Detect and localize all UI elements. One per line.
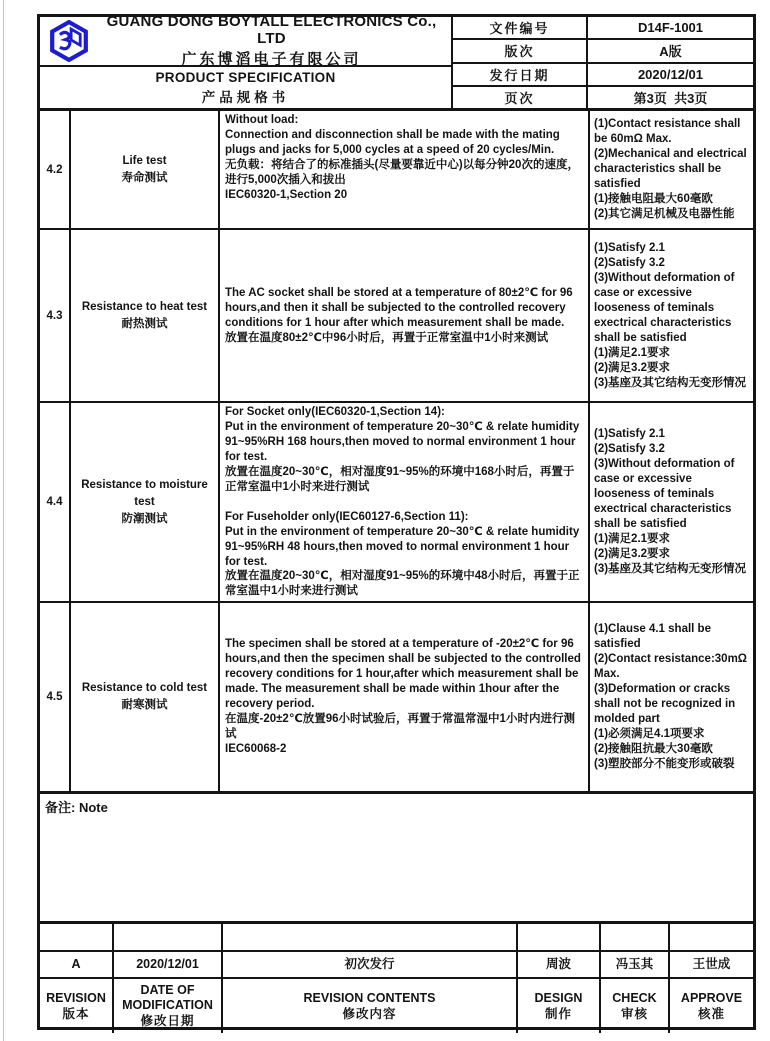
text-line: (1)满足2.1要求 — [594, 533, 671, 545]
revision-cell-revision — [40, 924, 112, 950]
test-name-cn: 防潮测试 — [121, 512, 168, 525]
text-line: (1)满足2.1要求 — [594, 346, 671, 359]
test-name-en: Resistance to moisture test — [81, 478, 208, 508]
revision-header-en: CHECK — [612, 990, 657, 1005]
text-line: (2)Satisfy 3.2 — [594, 443, 665, 455]
revision-cell-check — [599, 924, 668, 950]
spec-document — [37, 14, 756, 1030]
text-line: Put in the environment of temperature 20~30℃ & relate humidity 91~95%RH 48 hours,then moved to normal environment 1 hour for test. — [225, 525, 580, 568]
spec-requirements — [588, 111, 753, 228]
revision-header-cn: 修改日期 — [140, 1014, 195, 1028]
spec-row-number: 4.4 — [46, 496, 63, 508]
text-line: (1)Satisfy 2.1 — [594, 241, 665, 254]
page-number-label: 页次 — [453, 87, 588, 108]
text-line: (3)基座及其它结构无变形情况 — [594, 563, 747, 575]
text-line: (2)Satisfy 3.2 — [594, 256, 665, 269]
text-line: (1)Satisfy 2.1 — [594, 428, 665, 440]
text-line: 在温度-20±2℃放置96小时试验后，再置于常温常湿中1小时内进行测试 — [225, 713, 575, 740]
text-line: (2)Contact resistance:30mΩ Max. — [594, 653, 748, 680]
text-line: (2)Mechanical and electrical characteristics shall be satisfied — [594, 148, 747, 190]
revision-cell-check: 冯玉其 — [599, 952, 668, 977]
text-line: 放置在温度80±2℃中96小时后，再置于正常室温中1小时来测试 — [225, 331, 549, 344]
text-line: (1)Clause 4.1 shall be satisfied — [594, 623, 711, 650]
revision-header-design — [516, 979, 599, 1033]
revision-cell-design — [516, 924, 599, 950]
spec-test-description — [218, 111, 588, 228]
text-line: (1)接触电阻最大60毫欧 — [594, 193, 713, 205]
revision-cell-approve: 王世成 — [668, 952, 753, 977]
note-section — [40, 791, 753, 921]
spec-test-name — [69, 603, 218, 791]
text-line: Without load: — [225, 114, 299, 126]
revision-header-cn: 审核 — [620, 1006, 648, 1021]
revision-value: A版 — [659, 44, 682, 60]
doc-number-label: 文件编号 — [453, 17, 588, 38]
doc-number-value: D14F-1001 — [637, 20, 704, 36]
test-name-en: Life test — [122, 154, 167, 167]
revision-header-cn: 版本 — [62, 1006, 90, 1021]
revision-header-en: DATE OF MODIFICATION — [122, 983, 213, 1012]
company-name-cn: 广东博滔电子有限公司 — [181, 51, 362, 68]
revision-label: 版次 — [453, 40, 588, 61]
revision-header-cn: 修改内容 — [342, 1006, 397, 1021]
spec-requirements — [588, 230, 753, 401]
text-line: (3)Deformation or cracks shall not be recognized in molded part — [594, 683, 736, 725]
text-line: (1)必须满足4.1项要求 — [594, 728, 705, 740]
revision-cell-revision: A — [71, 957, 81, 971]
text-line: IEC60320-1,Section 20 — [225, 189, 348, 201]
test-name-en: Resistance to heat test — [81, 300, 208, 313]
spec-requirements — [588, 603, 753, 791]
page-number-value: 第3页 共3页 — [633, 90, 708, 106]
text-line: For Socket only(IEC60320-1,Section 14): — [225, 406, 445, 418]
spec-row — [40, 228, 753, 401]
text-line: (3)Without deformation of case or excessive looseness of teminals exectrical characteristics shall be satisfied — [594, 458, 735, 530]
document-title-cell — [40, 65, 451, 108]
spec-test-name — [69, 111, 218, 228]
document-title-en: PRODUCT SPECIFICATION — [155, 69, 336, 85]
spec-row — [40, 401, 753, 601]
scan-edge-line — [3, 0, 4, 1041]
document-header — [40, 13, 753, 108]
text-line: IEC60068-2 — [225, 743, 287, 755]
revision-cell-approve — [668, 924, 753, 950]
text-line: 放置在温度20~30℃，相对湿度91~95%的环境中48小时后，再置于正常室温中1小时来进行测试 — [225, 570, 580, 598]
spec-test-description — [218, 603, 588, 791]
spec-row — [40, 108, 753, 228]
text-line: (2)其它满足机械及电器性能 — [594, 208, 735, 220]
revision-header-en: APPROVE — [680, 990, 743, 1005]
spec-test-description — [218, 403, 588, 601]
revision-header-check — [599, 979, 668, 1033]
note-label: 备注: Note — [45, 800, 108, 815]
revision-header-revision — [40, 979, 112, 1033]
text-line: 无负载：将结合了的标准插头(尽量要靠近中心)以每分钟20次的速度，进行5,000次插入和拔出 — [225, 159, 579, 186]
text-line — [225, 495, 584, 510]
meta-row-doc-number — [453, 17, 753, 38]
spec-test-name — [69, 403, 218, 601]
document-meta — [453, 17, 753, 108]
test-name-cn: 耐寒测试 — [121, 699, 168, 711]
document-title-cn: 产品规格书 — [201, 89, 290, 105]
spec-row-number: 4.3 — [46, 309, 63, 322]
text-line: The AC socket shall be stored at a temperature of 80±2℃ for 96 hours,and then it shall be subjected to the controlled recovery conditions for 1 hour after which measurement shall be made. — [225, 286, 573, 329]
revision-table — [40, 921, 753, 1033]
revision-header-en: REVISION — [46, 990, 106, 1005]
text-line: (2)满足3.2要求 — [594, 548, 671, 560]
spec-row — [40, 601, 753, 791]
text-line: (2)满足3.2要求 — [594, 361, 671, 374]
company-header-cell — [40, 13, 451, 68]
test-name-en: Resistance to cold test — [81, 682, 208, 694]
text-line: (3)Without deformation of case or excessive looseness of teminals exectrical characteristics shall be satisfied — [594, 271, 735, 344]
test-name-cn: 寿命测试 — [121, 171, 168, 184]
issue-date-label: 发行日期 — [453, 64, 588, 85]
text-line: The specimen shall be stored at a temperature of -20±2℃ for 96 hours,and then the specimen shall be subjected to the controlled recovery conditions for 1 hour,after which measurement shall be made. The measurement shall be made within 1hour after the recovery period. — [225, 638, 581, 710]
issue-date-value: 2020/12/01 — [637, 66, 704, 82]
revision-header-contents — [221, 979, 516, 1033]
revision-header-cn: 核准 — [697, 1006, 725, 1021]
test-name-cn: 耐热测试 — [121, 317, 168, 330]
text-line: (3)基座及其它结构无变形情况 — [594, 376, 747, 389]
revision-header-row — [40, 977, 753, 1033]
revision-cell-date: 2020/12/01 — [112, 952, 221, 977]
revision-cell-design: 周波 — [516, 952, 599, 977]
revision-cell-contents: 初次发行 — [221, 952, 516, 977]
spec-table-body — [40, 108, 753, 791]
company-name-en: GUANG DONG BOYTALL ELECTRONICS Co., LTD — [106, 13, 437, 47]
revision-cell-date — [112, 924, 221, 950]
revision-header-cn: 制作 — [544, 1006, 572, 1021]
revision-cell-contents — [221, 924, 516, 950]
text-line: (1)Contact resistance shall be 60mΩ Max. — [594, 118, 741, 145]
revision-header-en: REVISION CONTENTS — [303, 990, 436, 1005]
revision-header-approve — [668, 979, 753, 1033]
text-line: (3)塑胶部分不能变形或破裂 — [594, 758, 735, 770]
text-line: For Fuseholder only(IEC60127-6,Section 11): — [225, 510, 469, 523]
meta-row-revision — [453, 38, 753, 61]
meta-row-page — [453, 85, 753, 108]
revision-header-date — [112, 979, 221, 1033]
spec-test-description — [218, 230, 588, 401]
revision-header-en: DESIGN — [534, 990, 583, 1005]
spec-requirements — [588, 403, 753, 601]
spec-row-number: 4.2 — [46, 163, 63, 176]
company-titles — [98, 13, 445, 69]
text-line: (2)接触阻抗最大30毫欧 — [594, 743, 713, 755]
text-line: Put in the environment of temperature 20~30℃ & relate humidity 91~95%RH 168 hours,then moved to normal environment 1 hour for test. — [225, 421, 580, 463]
revision-data-row — [40, 950, 753, 977]
meta-row-issue-date — [453, 62, 753, 85]
spec-row-number: 4.5 — [46, 691, 63, 703]
text-line: Connection and disconnection shall be made with the mating plugs and jacks for 5,000 cycles at a speed of 20 cycles/Min. — [225, 129, 560, 156]
header-left — [40, 13, 453, 108]
company-logo-icon — [46, 19, 92, 63]
text-line: 放置在温度20~30℃，相对湿度91~95%的环境中168小时后，再置于正常室温中1小时来进行测试 — [225, 465, 575, 493]
revision-empty-row — [40, 924, 753, 950]
spec-test-name — [69, 230, 218, 401]
